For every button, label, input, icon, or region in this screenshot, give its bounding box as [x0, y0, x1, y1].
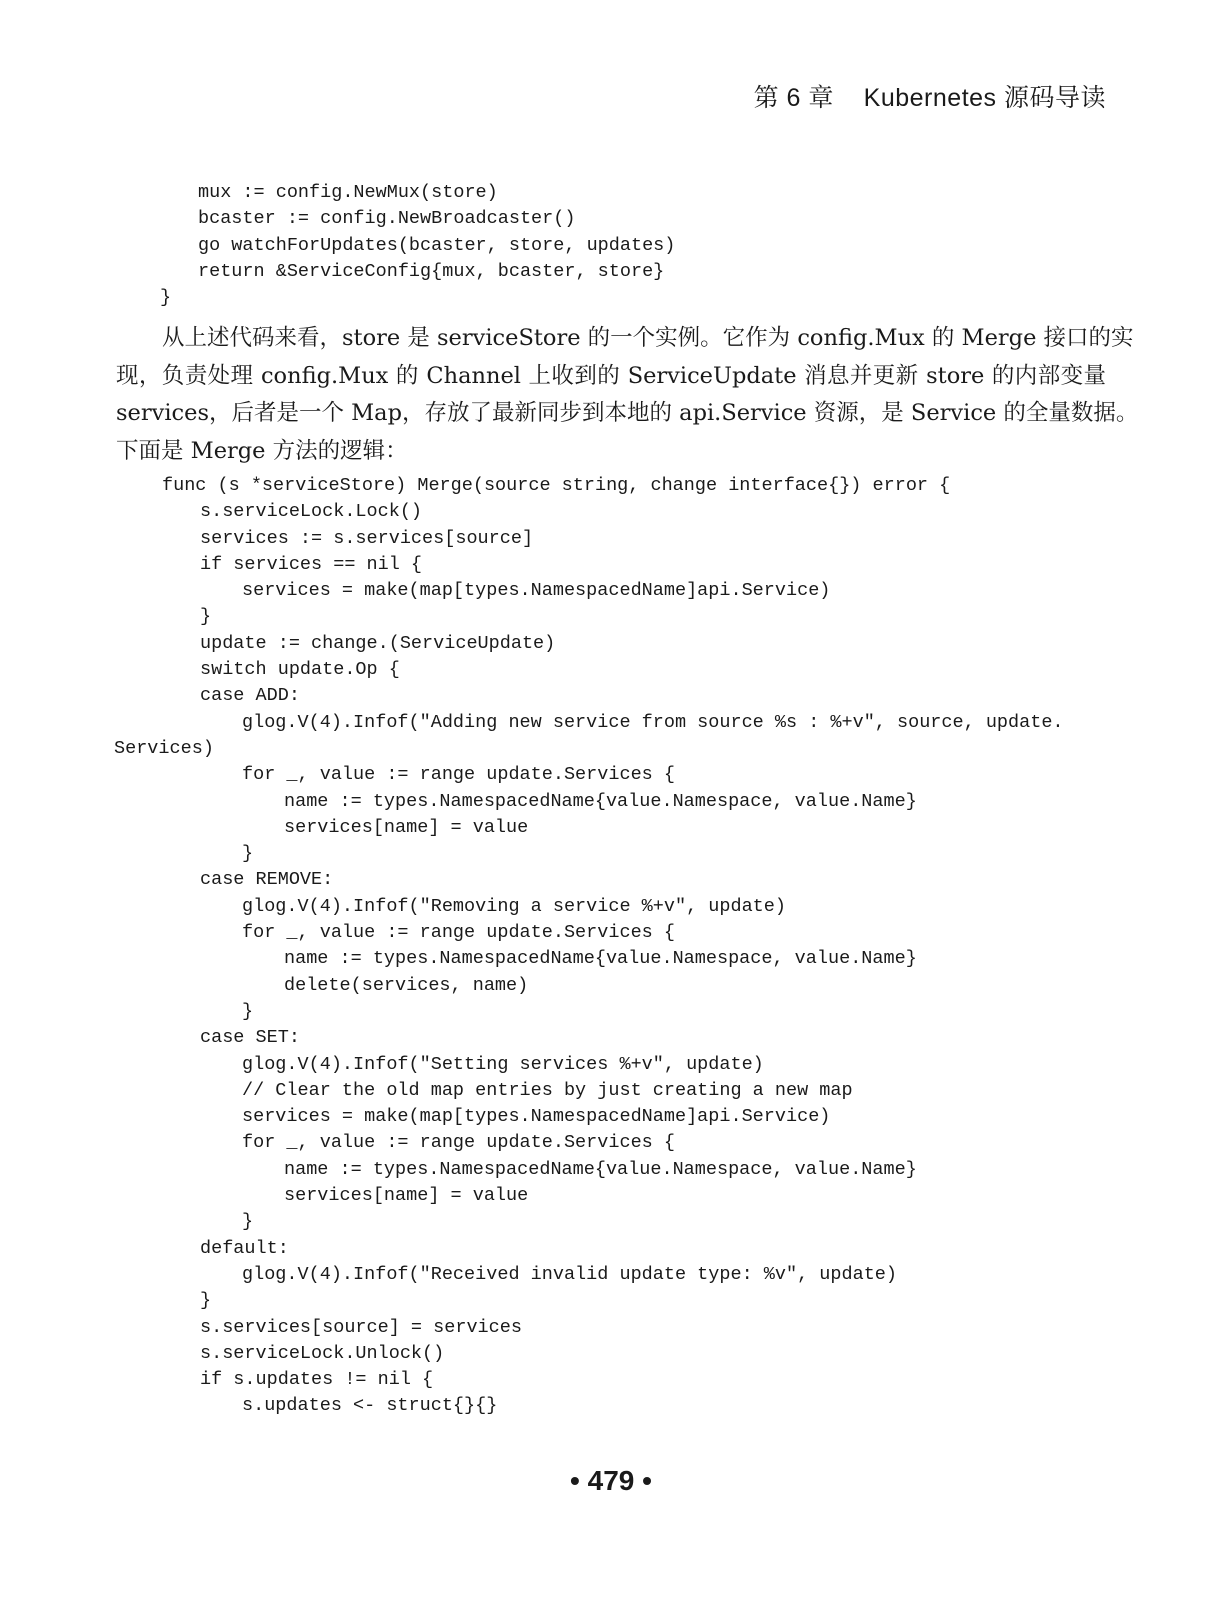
paragraph-line: 下面是 Merge 方法的逻辑： — [116, 437, 408, 464]
chapter-title: Kubernetes 源码导读 — [863, 84, 1106, 112]
code-line: Services) — [114, 737, 214, 759]
code-line: update := change.(ServiceUpdate) — [200, 632, 556, 654]
running-header — [754, 78, 1106, 114]
code-line: } — [160, 287, 172, 309]
code-line: if s.updates != nil { — [200, 1369, 434, 1391]
code-line: services := s.services[source] — [200, 527, 534, 549]
code-line: if services == nil { — [200, 553, 423, 575]
code-line: case REMOVE: — [200, 869, 334, 891]
code-line: mux := config.NewMux(store) — [198, 182, 498, 203]
code-line: } — [242, 843, 254, 865]
code-line: name := types.NamespacedName{value.Namespace, value.Name} — [284, 948, 917, 970]
code-line: func (s *serviceStore) Merge(source string, change interface{}) error { — [162, 475, 951, 496]
code-line: name := types.NamespacedName{value.Namespace, value.Name} — [284, 790, 917, 812]
paragraph-line: services，后者是一个 Map，存放了最新同步到本地的 api.Service 资源，是 Service 的全量数据。 — [116, 400, 1139, 426]
code-line: s.services[source] = services — [200, 1316, 522, 1338]
code-block-2 — [0, 473, 1222, 1420]
body-paragraph — [116, 320, 1139, 470]
code-line: for _, value := range update.Services { — [242, 764, 675, 786]
code-line: glog.V(4).Infof("Removing a service %+v", update) — [242, 895, 786, 917]
code-block-1 — [0, 180, 1222, 311]
code-line: services[name] = value — [284, 1185, 529, 1207]
code-line: for _, value := range update.Services { — [242, 922, 675, 944]
code-line: services = make(map[types.NamespacedName]api.Service) — [242, 580, 831, 602]
code-line: switch update.Op { — [200, 659, 400, 681]
code-line: } — [242, 1211, 254, 1233]
code-line: } — [200, 606, 212, 628]
code-line: go watchForUpdates(bcaster, store, updates) — [198, 234, 676, 256]
code-line: case ADD: — [200, 685, 300, 707]
code-line: for _, value := range update.Services { — [242, 1132, 675, 1154]
code-line: name := types.NamespacedName{value.Namespace, value.Name} — [284, 1158, 917, 1180]
code-line: // Clear the old map entries by just creating a new map — [242, 1079, 853, 1101]
code-line: bcaster := config.NewBroadcaster() — [198, 208, 576, 230]
code-line: services = make(map[types.NamespacedName]api.Service) — [242, 1106, 831, 1128]
code-line: s.serviceLock.Unlock() — [200, 1342, 445, 1364]
code-line: return &ServiceConfig{mux, bcaster, store} — [198, 260, 665, 282]
code-line: glog.V(4).Infof("Setting services %+v", update) — [242, 1053, 764, 1075]
code-line: glog.V(4).Infof("Adding new service from source %s : %+v", source, update. — [242, 711, 1064, 733]
code-line: } — [242, 1000, 254, 1022]
code-line: case SET: — [200, 1027, 300, 1049]
code-line: s.serviceLock.Lock() — [200, 501, 423, 523]
page-number: • 479 • — [570, 1465, 652, 1496]
code-line: glog.V(4).Infof("Received invalid update type: %v", update) — [242, 1263, 898, 1285]
code-line: services[name] = value — [284, 816, 529, 838]
code-line: delete(services, name) — [284, 974, 529, 996]
code-line: } — [200, 1290, 212, 1312]
paragraph-line: 从上述代码来看，store 是 serviceStore 的一个实例。它作为 config.Mux 的 Merge 接口的实 — [162, 325, 1134, 351]
code-line: s.updates <- struct{}{} — [242, 1395, 498, 1417]
chapter-label: 第 6 章 — [753, 84, 834, 112]
paragraph-line: 现，负责处理 config.Mux 的 Channel 上收到的 ServiceUpdate 消息并更新 store 的内部变量 — [116, 362, 1106, 389]
code-line: default: — [200, 1237, 289, 1259]
